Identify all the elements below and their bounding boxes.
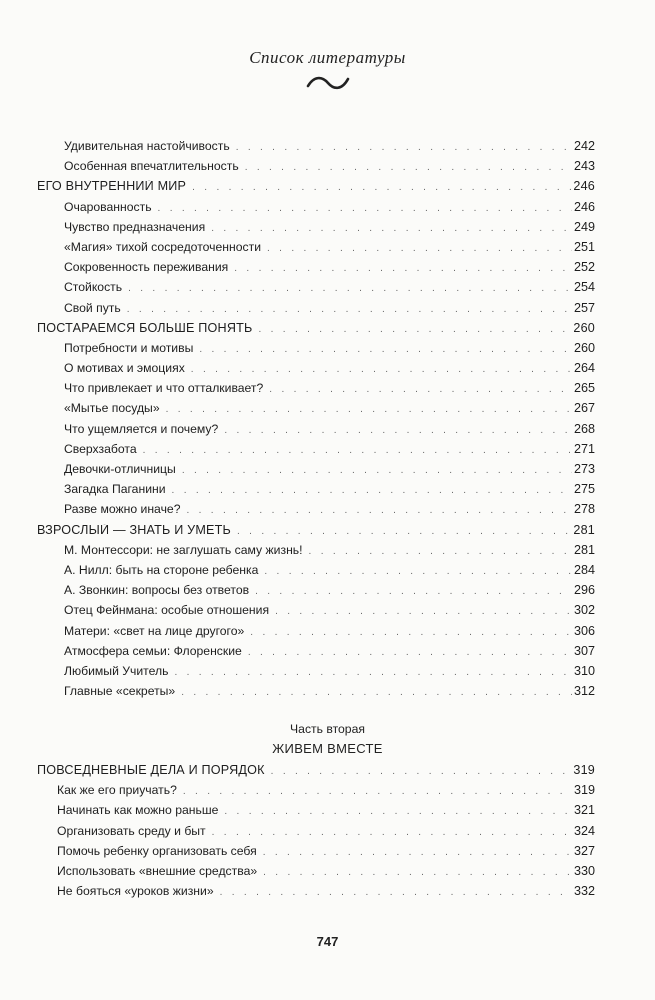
toc-section-heading — [37, 322, 595, 342]
toc-entry-page: 271 — [573, 442, 595, 456]
toc-entry-label: Использовать «внешние средства» — [57, 864, 258, 878]
toc-entry-page: 327 — [573, 844, 595, 858]
toc-section-heading — [37, 524, 595, 544]
toc-entry-label: Удивительная настойчивость — [64, 140, 230, 153]
toc-entry-page: 332 — [573, 885, 595, 899]
toc-entry-page: 273 — [573, 463, 595, 476]
dot-leader — [181, 688, 572, 698]
dot-leader — [191, 365, 572, 375]
toc-entry-page: 246 — [573, 200, 595, 214]
toc-entry-label: Любимый Учитель — [64, 664, 169, 678]
tilde-ornament-icon — [306, 74, 350, 92]
toc-entry-label: Девочки-отличницы — [64, 463, 176, 476]
dot-leader — [245, 163, 572, 173]
toc-entry-label: Атмосфера семьи: Флоренские — [64, 644, 242, 658]
toc-entry — [37, 281, 595, 301]
dot-leader — [182, 466, 572, 476]
toc-entry-page: 249 — [573, 220, 595, 234]
toc-entry — [37, 160, 595, 180]
toc-entry-label: Сокровенность переживания — [64, 261, 229, 275]
toc-entry — [37, 584, 595, 604]
dot-leader — [212, 828, 572, 838]
toc-entry — [37, 804, 595, 824]
toc-entry — [37, 140, 595, 160]
toc-entry-page: 265 — [573, 382, 595, 396]
toc-entry-page: 302 — [573, 604, 595, 618]
page-number: 747 — [316, 934, 339, 949]
dot-leader — [192, 183, 571, 193]
toc-entry-page: 312 — [573, 685, 595, 699]
toc-entry-label: Начинать как можно раньше — [57, 804, 219, 818]
toc-entry-label: «Мытье посуды» — [64, 402, 160, 416]
toc-entry — [37, 463, 595, 483]
part-title: ЖИВЕМ ВМЕСТЕ — [272, 741, 383, 756]
dot-leader — [271, 767, 572, 777]
toc-entry-label: Особенная впечатлительность — [64, 160, 239, 174]
dot-leader — [255, 587, 572, 597]
toc-entry — [37, 645, 595, 665]
dot-leader — [234, 264, 572, 274]
toc-entry — [37, 483, 595, 503]
toc-entry-label: Отец Фейнмана: особые отношения — [64, 604, 270, 618]
toc-entry-label: А. Нилл: быть на стороне ребенка — [64, 563, 259, 577]
toc-entry-label: Главные «секреты» — [64, 685, 176, 699]
dot-leader — [267, 244, 572, 254]
toc-entry-label: «Магия» тихой сосредоточенности — [64, 240, 261, 254]
toc-entry — [37, 604, 595, 624]
dot-leader — [172, 486, 572, 496]
toc-entry-label: А. Звонкин: вопросы без ответов — [64, 584, 250, 598]
toc-section-heading — [37, 764, 595, 784]
toc-entry-label: Не бояться «уроков жизни» — [57, 885, 214, 899]
dot-leader — [263, 868, 572, 878]
dot-leader — [166, 405, 572, 415]
toc-entry-label: Как же его приучать? — [57, 784, 177, 798]
toc-entry-label: ПОСТАРАЕМСЯ БОЛЬШЕ ПОНЯТЬ — [37, 321, 253, 335]
toc-entry-page: 284 — [573, 563, 595, 577]
toc-entry-page: 330 — [573, 864, 595, 878]
toc-entry-page: 275 — [573, 483, 595, 497]
table-of-contents — [37, 140, 595, 705]
toc-entry-page: 260 — [573, 321, 595, 335]
toc-entry-label: М. Монтессори: не заглушать саму жизнь! — [64, 543, 303, 557]
toc-entry-page: 296 — [573, 584, 595, 598]
toc-entry — [37, 362, 595, 382]
toc-entry-label: Помочь ребенку организовать себя — [57, 844, 257, 858]
dot-leader — [275, 607, 572, 617]
toc-entry-page: 319 — [573, 784, 595, 798]
toc-entry-page: 310 — [573, 664, 595, 678]
toc-entry-page: 243 — [573, 160, 595, 174]
dot-leader — [183, 787, 572, 797]
toc-entry-label: Загадка Паганини — [64, 483, 166, 497]
dot-leader — [158, 204, 572, 214]
dot-leader — [250, 628, 572, 638]
toc-entry-label: ПОВСЕДНЕВНЫЕ ДЕЛА И ПОРЯДОК — [37, 764, 265, 777]
toc-entry-page: 321 — [573, 804, 595, 818]
toc-entry — [37, 382, 595, 402]
toc-entry-page: 281 — [573, 523, 595, 537]
toc-entry-label: Очарованность — [64, 200, 152, 214]
dot-leader — [211, 224, 572, 234]
dot-leader — [224, 426, 572, 436]
toc-entry-page: 268 — [573, 422, 595, 436]
toc-entry-page: 306 — [573, 624, 595, 638]
toc-entry-label: Организовать среду и быт — [57, 824, 206, 838]
toc-entry — [37, 625, 595, 645]
toc-entry — [37, 865, 595, 885]
toc-entry-label: Чувство предназначения — [64, 220, 206, 234]
toc-entry-page: 307 — [573, 644, 595, 658]
dot-leader — [263, 848, 572, 858]
dot-leader — [237, 527, 571, 537]
dot-leader — [220, 888, 572, 898]
toc-entry-label: ВЗРОСЛЫЙ — ЗНАТЬ И УМЕТЬ — [37, 523, 232, 537]
toc-entry — [37, 685, 595, 705]
toc-entry — [37, 825, 595, 845]
toc-entry-label: Что ущемляется и почему? — [64, 422, 219, 436]
toc-entry — [37, 845, 595, 865]
toc-entry — [37, 443, 595, 463]
toc-entry-page: 257 — [573, 301, 595, 315]
dot-leader — [199, 345, 572, 355]
dot-leader — [258, 325, 571, 335]
toc-entry — [37, 544, 595, 564]
toc-entry-label: Свой путь — [64, 301, 121, 315]
toc-entry — [37, 423, 595, 443]
dot-leader — [269, 385, 572, 395]
toc-entry — [37, 784, 595, 804]
dot-leader — [128, 284, 572, 294]
toc-entry-page: 242 — [573, 140, 595, 153]
toc-entry-label: Сверхзабота — [64, 442, 137, 456]
toc-entry — [37, 402, 595, 422]
toc-entry — [37, 201, 595, 221]
toc-entry — [37, 564, 595, 584]
toc-entry-label: Стойкость — [64, 281, 123, 295]
toc-entry-page: 246 — [573, 180, 595, 194]
toc-entry-page: 264 — [573, 362, 595, 376]
toc-entry — [37, 261, 595, 281]
toc-entry — [37, 342, 595, 362]
toc-entry-label: Потребности и мотивы — [64, 341, 194, 355]
toc-entry-label: ЕГО ВНУТРЕННИЙ МИР — [37, 180, 187, 194]
toc-entry-page: 324 — [573, 824, 595, 838]
dot-leader — [236, 143, 572, 153]
toc-entry-page: 252 — [573, 261, 595, 275]
toc-entry-label: Что привлекает и что отталкивает? — [64, 382, 264, 396]
toc-entry-page: 281 — [573, 543, 595, 557]
toc-entry — [37, 665, 595, 685]
toc-entry-label: Разве можно иначе? — [64, 503, 181, 517]
table-of-contents-part-two — [37, 764, 595, 905]
toc-entry-label: О мотивах и эмоциях — [64, 362, 185, 376]
dot-leader — [248, 648, 572, 658]
toc-entry — [37, 221, 595, 241]
toc-section-heading — [37, 180, 595, 200]
dot-leader — [127, 305, 572, 315]
toc-entry-page: 267 — [573, 402, 595, 416]
toc-entry — [37, 241, 595, 261]
toc-entry-page: 278 — [573, 503, 595, 517]
dot-leader — [186, 506, 572, 516]
dot-leader — [264, 567, 572, 577]
toc-entry-label: Матери: «свет на лице другого» — [64, 624, 245, 638]
toc-entry — [37, 302, 595, 322]
toc-entry-page: 319 — [573, 764, 595, 777]
dot-leader — [174, 668, 572, 678]
toc-entry-page: 251 — [573, 240, 595, 254]
part-label: Часть вторая — [290, 722, 365, 736]
toc-entry — [37, 885, 595, 905]
page-title: Список литературы — [249, 48, 406, 67]
toc-entry-page: 260 — [573, 341, 595, 355]
toc-entry-page: 254 — [573, 281, 595, 295]
dot-leader — [224, 807, 572, 817]
toc-entry — [37, 503, 595, 523]
dot-leader — [309, 547, 572, 557]
dot-leader — [143, 446, 572, 456]
running-header — [0, 48, 655, 92]
